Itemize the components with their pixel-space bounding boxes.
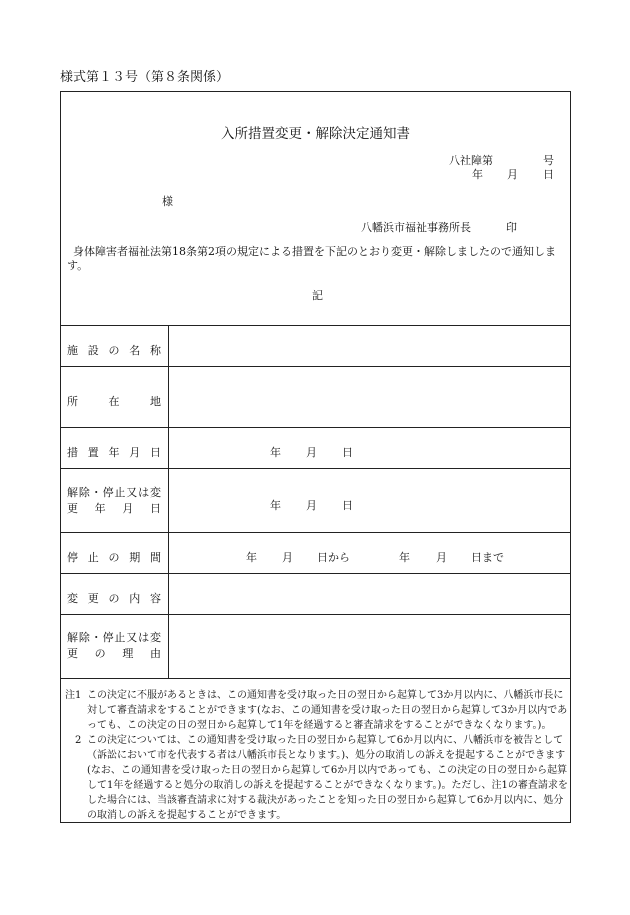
cancel-date-year: 年 (270, 499, 281, 512)
note-number: 注1 (65, 690, 82, 701)
issuer-name: 八幡浜市福祉事務所長 (361, 221, 471, 234)
header-date-month: 月 (507, 168, 518, 181)
label-change-content: 変 更 の 内 容 (67, 592, 161, 605)
note-text: この決定に不服があるときは、この通知書を受け取った日の翌日から起算して3か月以内に、八幡浜市長に対して審査請求をすることができます(なお、この通知書を受け取った日の翌日から起算して3か月以内であっても、この決定の日の翌日から起算して1年を経過すると審査請求をすることができなくなります。)。 (87, 690, 568, 731)
period-to-day: 日まで (471, 551, 504, 564)
measure-date-day: 日 (342, 446, 353, 459)
header-date-day: 日 (543, 168, 554, 181)
doc-number-prefix: 八社障第 (449, 154, 493, 167)
row-divider (61, 366, 570, 367)
seal-mark: 印 (506, 221, 517, 234)
row-divider (61, 532, 570, 533)
notes-section (65, 688, 569, 823)
period-to-year: 年 (399, 551, 410, 564)
addressee-sama: 様 (162, 195, 173, 208)
notice-body-text: 身体障害者福祉法第18条第2項の規定による措置を下記のとおり変更・解除しましたので通知します。 (67, 245, 556, 272)
measure-date-year: 年 (270, 446, 281, 459)
period-from-month: 月 (282, 551, 293, 564)
label-suspend-period: 停 止 の 期 間 (67, 551, 161, 564)
label-column-divider (168, 325, 169, 678)
label-facility-name: 施 設 の 名 称 (67, 344, 161, 357)
period-to-month: 月 (436, 551, 447, 564)
row-divider (61, 468, 570, 469)
cancel-date-day: 日 (342, 499, 353, 512)
label-reason: 解除・停止又は変 更 の 理 由 (67, 631, 161, 660)
ki-mark: 記 (312, 289, 323, 302)
measure-date-month: 月 (306, 446, 317, 459)
document-title: 入所措置変更・解除決定通知書 (221, 126, 410, 142)
note-text: この決定については、この通知書を受け取った日の翌日から起算して6か月以内に、八幡浜市を被告として（訴訟において市を代表する者は八幡浜市長となります。)、処分の取消しの訴えを提起することができます(なお、この通知書を受け取った日の翌日から起算して6か月以内であっても、この決定の日の翌日から起算して1年を経過すると処分の取消しの訴えを提起することができなくなります。)。ただし、注1の審査請求をした場合には、当該審査請求に対する裁決があったことを知った日の翌日から起算して6か月以内に、処分の取消しの訴えを提起することができます。 (87, 735, 568, 821)
note-item (65, 733, 569, 823)
doc-number-suffix: 号 (543, 154, 554, 167)
note-number: 2 (75, 735, 82, 746)
period-from-day: 日から (317, 551, 350, 564)
cancel-date-month: 月 (306, 499, 317, 512)
label-location: 所 在 地 (67, 395, 161, 408)
form-number: 様式第１３号（第８条関係） (60, 70, 230, 85)
row-divider (61, 614, 570, 615)
period-from-year: 年 (246, 551, 257, 564)
label-measure-date: 措 置 年 月 日 (67, 446, 161, 459)
label-cancel-date: 解除・停止又は変 更 年 月 日 (67, 486, 161, 515)
row-divider (61, 573, 570, 574)
note-item (65, 688, 569, 733)
row-divider (61, 427, 570, 428)
table-bottom-rule (61, 678, 570, 679)
header-date-year: 年 (472, 168, 483, 181)
table-top-rule (61, 325, 570, 326)
notice-form (60, 91, 571, 823)
